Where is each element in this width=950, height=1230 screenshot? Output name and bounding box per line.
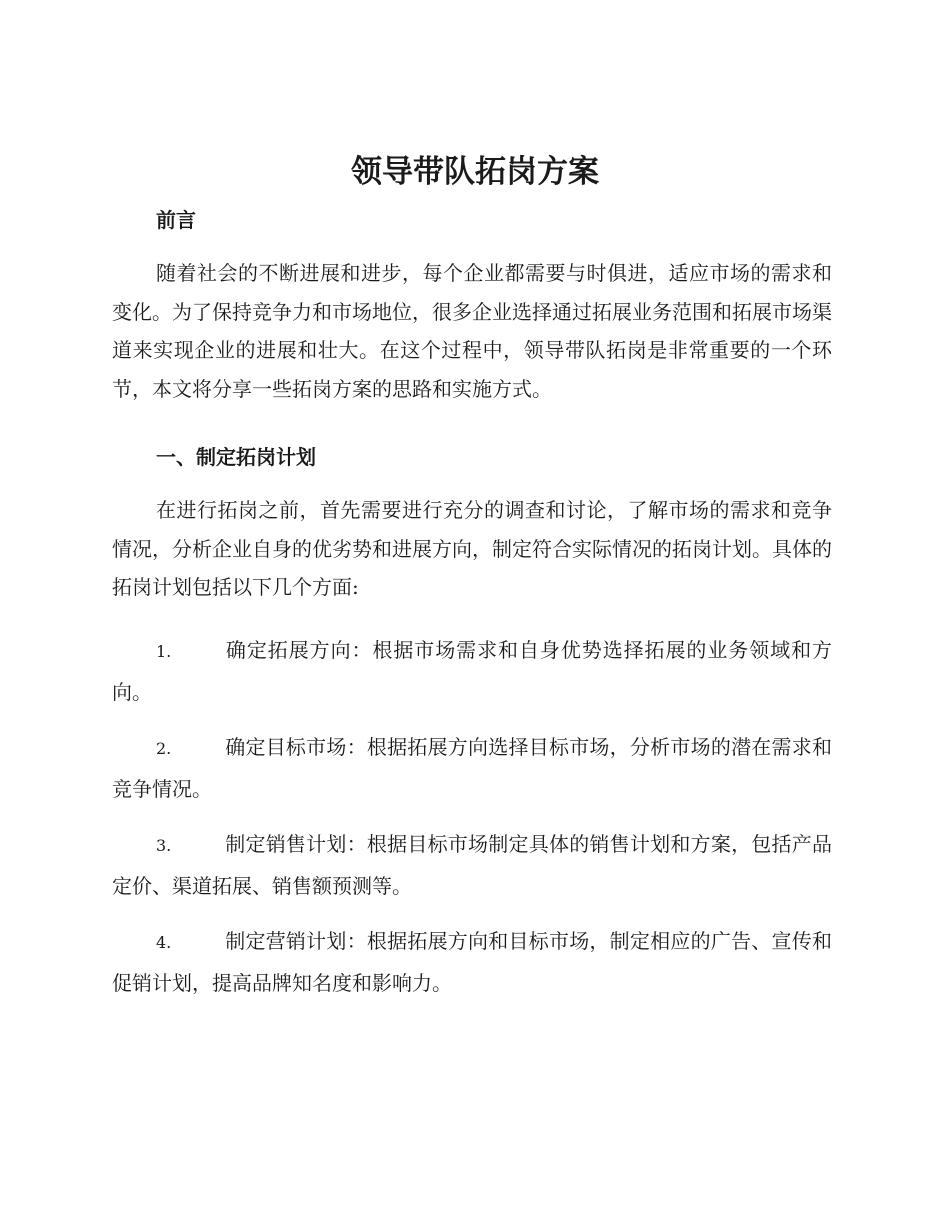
list-text: 制定营销计划：根据拓展方向和目标市场，制定相应的广告、宣传和促销计划，提高品牌知名度和影响力。	[112, 929, 832, 995]
list-item	[112, 824, 832, 906]
list-text: 制定销售计划：根据目标市场制定具体的销售计划和方案，包括产品定价、渠道拓展、销售额预测等。	[112, 832, 832, 898]
preface-paragraph: 随着社会的不断进展和进步，每个企业都需要与时俱进，适应市场的需求和变化。为了保持竞争力和市场地位，很多企业选择通过拓展业务范围和拓展市场渠道来实现企业的进展和壮大。在这个过程中，领导带队拓岗是非常重要的一个环节，本文将分享一些拓岗方案的思路和实施方式。	[112, 261, 832, 401]
list-item	[112, 630, 832, 712]
document-title: 领导带队拓岗方案	[351, 154, 599, 190]
list-item	[112, 921, 832, 1003]
plan-paragraph: 在进行拓岗之前，首先需要进行充分的调查和讨论，了解市场的需求和竞争情况，分析企业自身的优劣势和进展方向，制定符合实际情况的拓岗计划。具体的拓岗计划包括以下几个方面:	[112, 498, 832, 599]
list-number: 4.	[156, 933, 172, 952]
list-text: 确定拓展方向：根据市场需求和自身优势选择拓展的业务领域和方向。	[112, 638, 832, 704]
list-number: 1.	[156, 642, 172, 661]
section-heading-preface: 前言	[156, 208, 196, 232]
section-heading-plan: 一、制定拓岗计划	[156, 445, 316, 469]
list-item	[112, 727, 832, 809]
list-number: 3.	[156, 836, 172, 855]
list-number: 2.	[156, 739, 172, 758]
list-text: 确定目标市场：根据拓展方向选择目标市场，分析市场的潜在需求和竞争情况。	[112, 735, 832, 801]
